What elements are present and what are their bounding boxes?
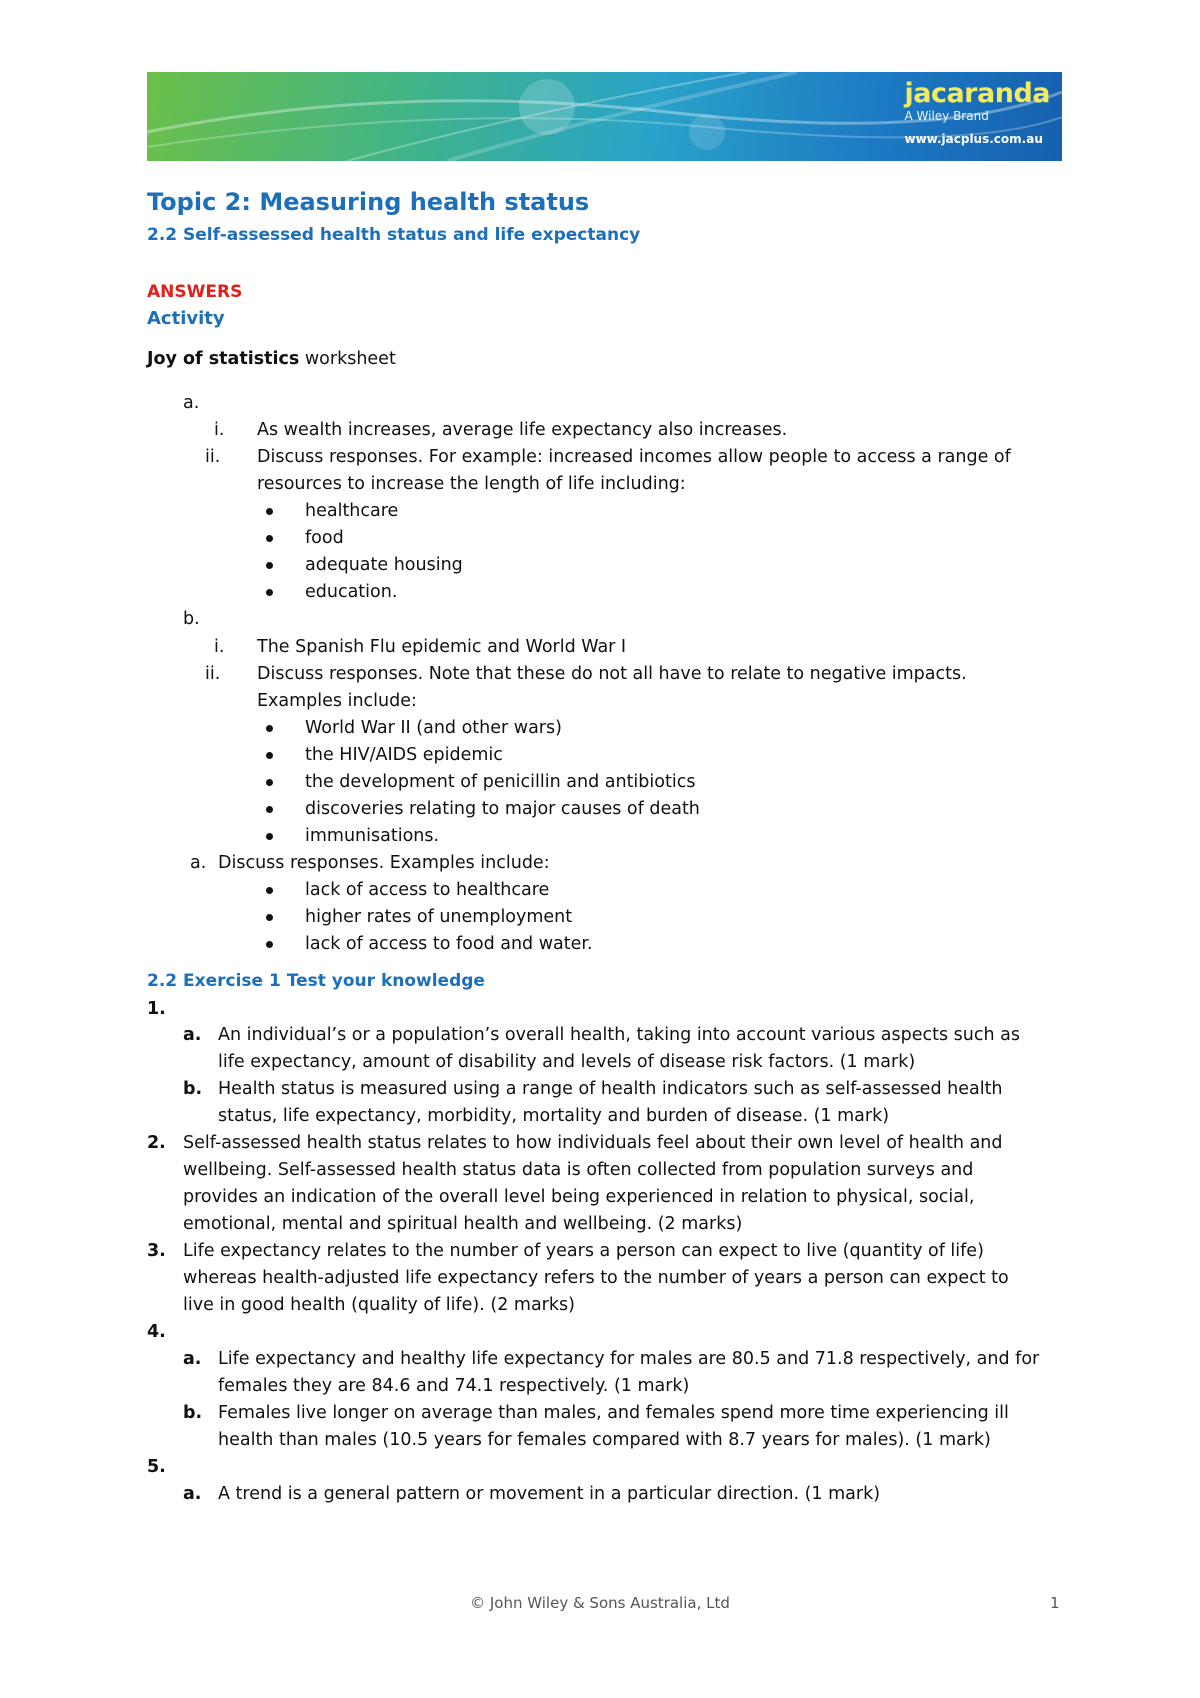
list-item: World War II (and other wars) <box>305 718 562 738</box>
list-item: education. <box>305 582 398 602</box>
list-item: healthcare <box>305 501 399 521</box>
worksheet-title <box>147 348 396 370</box>
question-number: 3. <box>147 1241 166 1261</box>
list-item: the development of penicillin and antibiotics <box>305 772 696 792</box>
page-subtitle: 2.2 Self-assessed health status and life expectancy <box>147 225 641 245</box>
activity-a-ii-line2: resources to increase the length of life including: <box>257 474 686 494</box>
answers-label: ANSWERS <box>147 282 243 302</box>
activity-b-i-text: The Spanish Flu epidemic and World War I <box>257 637 627 657</box>
brand-logo: jacaranda <box>904 78 1050 109</box>
list-item: lack of access to healthcare <box>305 880 550 900</box>
bullet-icon <box>266 589 273 596</box>
worksheet-title-rest: worksheet <box>299 349 396 369</box>
bullet-icon <box>266 725 273 732</box>
copyright-footer: © John Wiley & Sons Australia, Ltd <box>470 1594 730 1612</box>
brand-tagline: A Wiley Brand <box>904 109 989 123</box>
bullet-icon <box>266 562 273 569</box>
answer-text: provides an indication of the overall level being experienced in relation to physical, social, <box>183 1187 975 1207</box>
list-item: food <box>305 528 344 548</box>
question-number: 1. <box>147 999 166 1019</box>
bullet-icon <box>266 833 273 840</box>
answer-text: status, life expectancy, morbidity, mortality and burden of disease. (1 mark) <box>218 1106 890 1126</box>
answer-text: health than males (10.5 years for females compared with 8.7 years for males). (1 mark) <box>218 1430 991 1450</box>
activity-b-ii-num: ii. <box>205 664 221 684</box>
header-banner <box>147 72 1062 161</box>
activity-c-label: a. <box>190 853 207 873</box>
list-item: discoveries relating to major causes of death <box>305 799 700 819</box>
answer-text: Self-assessed health status relates to how individuals feel about their own level of health and <box>183 1133 1003 1153</box>
exercise-heading: 2.2 Exercise 1 Test your knowledge <box>147 971 485 991</box>
bullet-icon <box>266 941 273 948</box>
brand-url: www.jacplus.com.au <box>904 132 1043 146</box>
answer-text: Life expectancy relates to the number of years a person can expect to live (quantity of life) <box>183 1241 984 1261</box>
question-number: 2. <box>147 1133 166 1153</box>
list-item: immunisations. <box>305 826 440 846</box>
answer-text: life expectancy, amount of disability and levels of disease risk factors. (1 mark) <box>218 1052 916 1072</box>
bullet-icon <box>266 752 273 759</box>
question-part-label: a. <box>183 1484 202 1504</box>
question-number: 5. <box>147 1457 166 1477</box>
activity-b-ii-line2: Examples include: <box>257 691 417 711</box>
bullet-icon <box>266 887 273 894</box>
activity-b-label: b. <box>183 609 200 629</box>
bullet-icon <box>266 535 273 542</box>
activity-a-label: a. <box>183 393 200 413</box>
page-title: Topic 2: Measuring health status <box>147 188 590 216</box>
question-part-label: a. <box>183 1025 202 1045</box>
answer-text: whereas health-adjusted life expectancy refers to the number of years a person can expect to <box>183 1268 1009 1288</box>
activity-a-ii-num: ii. <box>205 447 221 467</box>
activity-b-i-num: i. <box>214 637 225 657</box>
bullet-icon <box>266 914 273 921</box>
question-part-label: b. <box>183 1079 203 1099</box>
answer-text: females they are 84.6 and 74.1 respectively. (1 mark) <box>218 1376 690 1396</box>
activity-c-text: Discuss responses. Examples include: <box>218 853 550 873</box>
bullet-icon <box>266 806 273 813</box>
bullet-icon <box>266 508 273 515</box>
brand-block <box>904 80 1050 150</box>
answer-text: live in good health (quality of life). (2 marks) <box>183 1295 575 1315</box>
worksheet-title-bold: Joy of statistics <box>147 349 300 369</box>
bullet-icon <box>266 779 273 786</box>
list-item: lack of access to food and water. <box>305 934 593 954</box>
activity-b-ii-line1: Discuss responses. Note that these do not all have to relate to negative impacts. <box>257 664 967 684</box>
answer-text: Health status is measured using a range of health indicators such as self-assessed health <box>218 1079 1003 1099</box>
activity-a-i-num: i. <box>214 420 225 440</box>
activity-a-ii-line1: Discuss responses. For example: increased incomes allow people to access a range of <box>257 447 1011 467</box>
answer-text: An individual’s or a population’s overall health, taking into account various aspects such as <box>218 1025 1021 1045</box>
page-number: 1 <box>1050 1594 1060 1612</box>
activity-heading: Activity <box>147 308 225 329</box>
list-item: adequate housing <box>305 555 463 575</box>
question-part-label: b. <box>183 1403 203 1423</box>
question-part-label: a. <box>183 1349 202 1369</box>
list-item: higher rates of unemployment <box>305 907 573 927</box>
answer-text: wellbeing. Self-assessed health status data is often collected from population surveys and <box>183 1160 974 1180</box>
answer-text: Life expectancy and healthy life expectancy for males are 80.5 and 71.8 respectively, and for <box>218 1349 1040 1369</box>
list-item: the HIV/AIDS epidemic <box>305 745 503 765</box>
answer-text: Females live longer on average than males, and females spend more time experiencing ill <box>218 1403 1009 1423</box>
answer-text: A trend is a general pattern or movement in a particular direction. (1 mark) <box>218 1484 881 1504</box>
question-number: 4. <box>147 1322 166 1342</box>
answer-text: emotional, mental and spiritual health and wellbeing. (2 marks) <box>183 1214 743 1234</box>
activity-a-i-text: As wealth increases, average life expectancy also increases. <box>257 420 788 440</box>
